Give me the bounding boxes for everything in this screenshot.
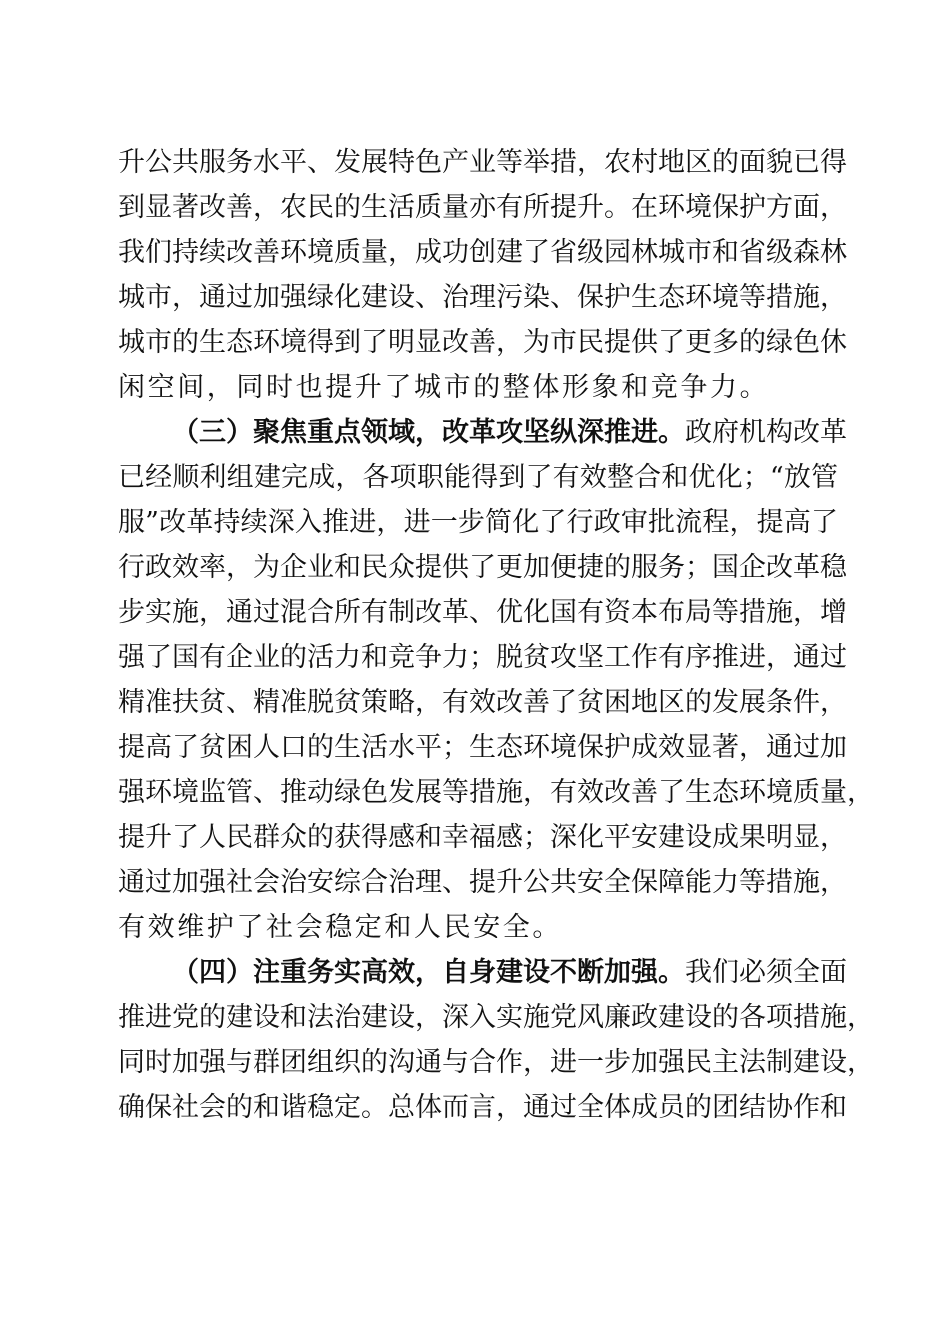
text-line: 提高了贫困人口的生活水平；生态环境保护成效显著，通过加 xyxy=(118,732,847,763)
text-line: 同时加强与群团组织的沟通与合作，进一步加强民主法制建设， xyxy=(118,1047,874,1078)
text-line: 强环境监管、推动绿色发展等措施，有效改善了生态环境质量， xyxy=(118,777,874,808)
section-text: 我们必须全面 xyxy=(685,957,847,988)
text-line: 闲空间，同时也提升了城市的整体形象和竞争力。 xyxy=(118,372,770,403)
text-line: 城市，通过加强绿化建设、治理污染、保护生态环境等措施， xyxy=(118,282,847,313)
text-line: 服”改革持续深入推进，进一步简化了行政审批流程，提高了 xyxy=(118,507,838,538)
text-line: 行政效率，为企业和民众提供了更加便捷的服务；国企改革稳 xyxy=(118,552,847,583)
text-line: 升公共服务水平、发展特色产业等举措，农村地区的面貌已得 xyxy=(118,147,847,178)
text-line: 到显著改善，农民的生活质量亦有所提升。在环境保护方面， xyxy=(118,192,847,223)
text-line: 城市的生态环境得到了明显改善，为市民提供了更多的绿色休 xyxy=(118,327,847,358)
text-line: 步实施，通过混合所有制改革、优化国有资本布局等措施，增 xyxy=(118,597,847,628)
section-heading: （三）聚焦重点领域，改革攻坚纵深推进。 xyxy=(172,417,685,448)
text-line: 确保社会的和谐稳定。总体而言，通过全体成员的团结协作和 xyxy=(118,1092,847,1123)
text-line: 我们持续改善环境质量，成功创建了省级园林城市和省级森林 xyxy=(118,237,847,268)
text-line: 已经顺利组建完成，各项职能得到了有效整合和优化；“放管 xyxy=(118,462,838,493)
text-line: 通过加强社会治安综合治理、提升公共安全保障能力等措施， xyxy=(118,867,847,898)
section-three-first-line xyxy=(172,413,847,453)
text-line: 推进党的建设和法治建设，深入实施党风廉政建设的各项措施， xyxy=(118,1002,874,1033)
section-four-first-line xyxy=(172,953,847,993)
text-line: 提升了人民群众的获得感和幸福感；深化平安建设成果明显， xyxy=(118,822,847,853)
text-line: 有效维护了社会稳定和人民安全。 xyxy=(118,912,562,943)
text-line: 精准扶贫、精准脱贫策略，有效改善了贫困地区的发展条件， xyxy=(118,687,847,718)
text-line: 强了国有企业的活力和竞争力；脱贫攻坚工作有序推进，通过 xyxy=(118,642,847,673)
section-text: 政府机构改革 xyxy=(685,417,847,448)
section-heading: （四）注重务实高效，自身建设不断加强。 xyxy=(172,957,685,988)
